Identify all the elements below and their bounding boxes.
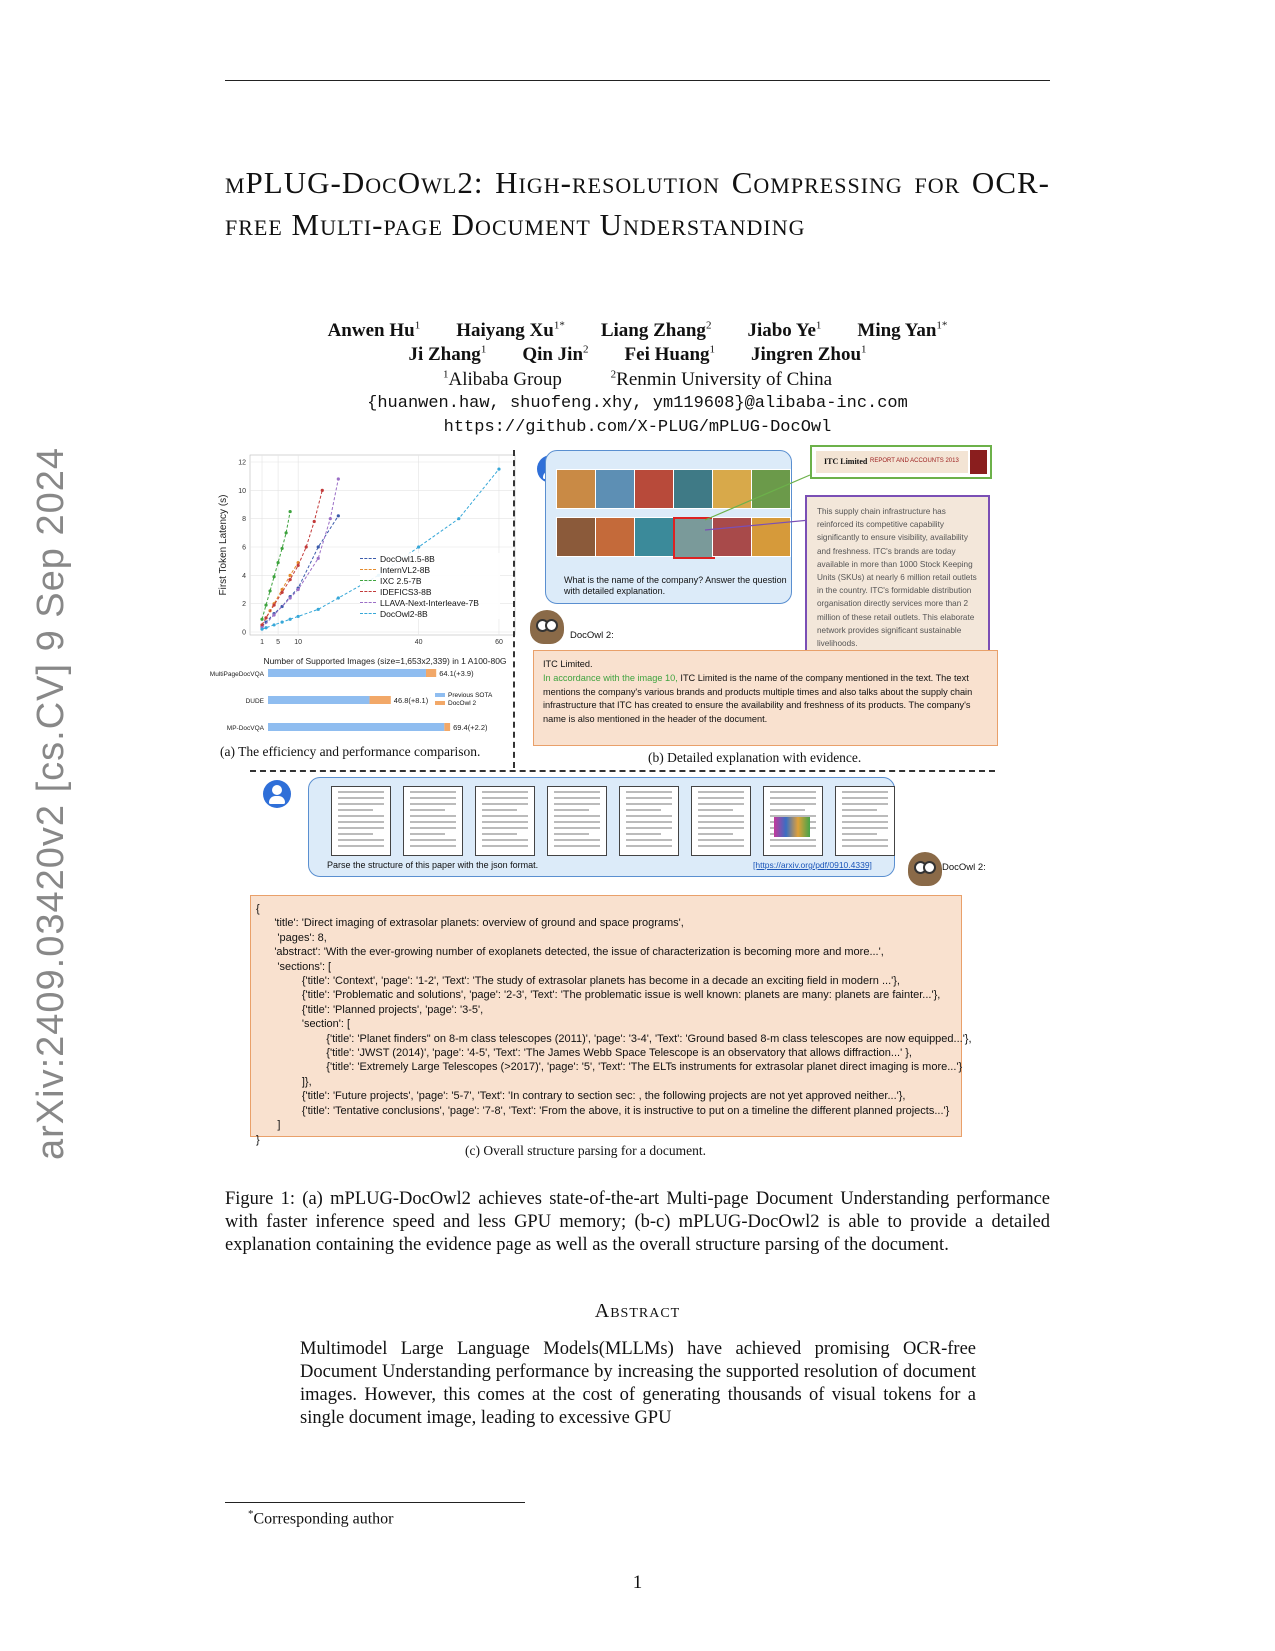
legend-label: IXC 2.5-7B (380, 575, 422, 586)
paper-page-thumbnail (835, 786, 895, 856)
user-avatar-icon-c (263, 780, 291, 808)
arxiv-stamp: arXiv:2409.03420v2 [cs.CV] 9 Sep 2024 (30, 446, 72, 1160)
bar-docowl2-gain (370, 696, 391, 704)
x-tick-label: 40 (414, 639, 423, 646)
legend-swatch (360, 591, 376, 592)
arxiv-link[interactable]: [https://arxiv.org/pdf/0910.4339] (753, 860, 872, 870)
legend-swatch (360, 558, 376, 559)
data-point (276, 561, 279, 564)
y-tick-label: 2 (242, 601, 246, 609)
affiliation-1: $^1$Alibaba Group (442, 369, 562, 391)
author-name: Haiyang $Xu^{1*}$ (456, 320, 565, 342)
bar-value-label: 64.1(+3.9) (439, 669, 474, 678)
evidence-report-label: REPORT AND ACCOUNTS 2013 (870, 458, 959, 464)
json-line: ]}, (256, 1075, 312, 1088)
document-thumbnail (556, 517, 596, 557)
docowl-icon-c (908, 852, 942, 886)
data-point (260, 618, 263, 621)
bar-previous-sota (268, 696, 370, 704)
json-lines (256, 902, 972, 1147)
data-point (289, 574, 292, 577)
authors-row-2 (225, 344, 1050, 366)
json-line: {'title': 'Tentative conclusions', 'page': '7-8', 'Text': 'From the above, it is instructive to put on a timeline the different planned projects...'} (256, 1104, 950, 1117)
caption-panel-a: (a) The efficiency and performance comparison. (220, 744, 481, 759)
data-point (280, 547, 283, 550)
bot-name-panel-c: DocOwl 2: (942, 862, 986, 873)
data-point (272, 603, 275, 606)
evidence-text: This supply chain infrastructure has reinforced its competitive capability significantly to ensure visibility, availability and freshness. ITC's brands are today available in more than 1000 Stock Keeping Units (SKUs) at nearly 6 million retail outlets in the country. ITC's formidable distribution organisation directly services more than 2 million of these retail outlets. This elaborate network provides significant sustainable livelihoods. (817, 507, 977, 649)
legend-entry (360, 564, 500, 575)
data-point (321, 489, 324, 492)
author-affiliation-mark: 1* (553, 320, 565, 332)
author-affiliation-mark: 1* (936, 320, 948, 332)
figure-caption: Figure 1: (a) mPLUG-DocOwl2 achieves state-of-the-art Multi-page Document Understanding performance with faster inference speed and less GPU memory; (b-c) mPLUG-DocOwl2 is able to provide a detailed explanation containing the evidence page as well as the overall structure parsing of the document. (225, 1189, 1050, 1255)
author-affiliation-mark: 2 (583, 344, 589, 356)
author-name: Ming Yan$^{1*}$ (857, 320, 948, 342)
y-tick-label: 10 (238, 487, 246, 495)
document-thumbnail (595, 517, 635, 557)
json-line: 'title': 'Direct imaging of extrasolar planets: overview of ground and space programs', (256, 917, 684, 930)
paper-page-thumbnail (475, 786, 535, 856)
legend-entry (360, 575, 500, 586)
legend-docowl2: DocOwl 2 (435, 700, 492, 708)
answer-evidence: In accordance with the image 10, (543, 672, 678, 683)
json-line: {'title': 'Problematic and solutions', 'page': '2-3', 'Text': 'The problematic issue is well known: planets are many: planets are fainter...'}, (256, 989, 941, 1002)
json-line: ] (256, 1119, 281, 1132)
legend-swatch (360, 569, 376, 570)
evidence-company: ITC Limited (824, 457, 868, 466)
document-thumbnail (556, 469, 596, 509)
bar-category-label: MultiPageDocVQA (209, 671, 264, 678)
json-line: {'title': 'Planned projects', 'page': '3-5', (256, 1003, 484, 1016)
author-name: Ji Zhang$^1$ (408, 344, 487, 366)
affiliation-2: $^2$Renmin University of China (610, 369, 833, 391)
bar-docowl2-gain (426, 669, 436, 677)
bar-category-label: MP-DocVQA (226, 725, 264, 732)
json-line: 'sections': [ (256, 960, 332, 973)
data-point (297, 564, 300, 567)
legend-swatch (360, 613, 376, 614)
paper-page-thumbnails (319, 786, 889, 856)
data-point (289, 510, 292, 513)
bot-name-panel-b: DocOwl 2: (570, 630, 614, 641)
paper-page-thumbnail (691, 786, 751, 856)
json-line: {'title': 'Planet finders" on 8-m class telescopes (2011)', 'page': '3-4', 'Text': 'Ground based 8-m class telescopes are now equipped...'}, (256, 1032, 972, 1045)
y-tick-label: 8 (242, 516, 246, 524)
abstract-heading: Abstract (594, 1300, 681, 1322)
line-chart-legend (360, 553, 500, 619)
parse-prompt: Parse the structure of this paper with the json format. (327, 860, 539, 870)
parse-request-bubble (308, 777, 895, 877)
x-tick-label: 5 (276, 639, 281, 646)
data-point (329, 517, 332, 520)
data-point (272, 613, 275, 616)
footnote: *Corresponding author (248, 1508, 394, 1528)
author-affiliation-mark: 1 (861, 344, 867, 356)
author-name: Jiabo Ye$^1$ (747, 320, 822, 342)
paper-page-thumbnail (547, 786, 607, 856)
json-line: {'title': 'JWST (2014)', 'page': '4-5', 'Text': 'The James Webb Space Telescope is an observatory that allows diffraction...' }, (256, 1047, 912, 1060)
caption-panel-b: (b) Detailed explanation with evidence. (648, 750, 862, 765)
data-point (260, 628, 263, 631)
legend-label: LLAVA-Next-Interleave-7B (380, 597, 479, 608)
y-tick-label: 0 (242, 629, 246, 637)
data-point (264, 603, 267, 606)
evidence-text-box (805, 495, 990, 670)
footnote-rule (225, 1502, 525, 1503)
page-number: 1 (632, 1572, 643, 1593)
evidence-connectors (700, 470, 820, 560)
json-line: 'abstract': 'With the ever-growing number of exoplanets detected, the issue of characterization is becoming more and more...', (256, 946, 884, 959)
legend-entry (360, 586, 500, 597)
figure-1 (209, 450, 1050, 1215)
authors-row-1 (225, 320, 1050, 342)
legend-label: DocOwl1.5-8B (380, 553, 435, 564)
author-emails: {huanwen.haw, shuofeng.xhy, ym119608}@alibaba-inc.com (367, 394, 908, 413)
paper-title: mPLUG-DocOwl2: High-resolution Compressing for OCR-free Multi-page Document Understanding (225, 165, 1050, 242)
bar-previous-sota (268, 669, 426, 677)
data-point (457, 517, 460, 520)
abstract-body: Multimodel Large Language Models(MLLMs) have achieved promising OCR-free Document Understanding performance by increasing the supported resolution of document images. However, this comes at the cost of generating thousands of visual tokens for a single document image, leading to excessive GPU (300, 1339, 976, 1428)
caption-panel-c: (c) Overall structure parsing for a document. (465, 1143, 707, 1158)
author-name: Qin Jin$^2$ (522, 344, 589, 366)
bar-previous-sota (268, 723, 444, 731)
y-axis-label: First Token Latency (s) (218, 494, 229, 596)
data-point (289, 596, 292, 599)
paper-page-thumbnail (763, 786, 823, 856)
author-affiliation-mark: 1 (414, 320, 421, 332)
data-point (317, 545, 320, 548)
answer-title: ITC Limited. (543, 659, 593, 669)
y-tick-label: 12 (238, 459, 246, 467)
json-line: { (256, 903, 260, 915)
json-line: {'title': 'Extremely Large Telescopes (>2017)', 'page': '5', 'Text': 'The ELTs instruments for extrasolar planet direct imaging is more...'} (256, 1061, 963, 1074)
json-line: 'pages': 8, (256, 931, 327, 944)
document-thumbnail (634, 517, 674, 557)
data-point (317, 557, 320, 560)
author-name: Liang Zhang$^2$ (600, 320, 712, 342)
panel-divider-horizontal (250, 770, 995, 772)
author-affiliation-mark: 2 (705, 320, 712, 332)
legend-entry (360, 553, 500, 564)
author-affiliation-mark: 1 (815, 320, 822, 332)
json-line: {'title': 'Future projects', 'page': '5-7', 'Text': 'In contrary to section sec: , the following projects are not yet approved neither...'}, (256, 1090, 906, 1103)
legend-swatch (360, 580, 376, 581)
data-point (337, 596, 340, 599)
answer-body: In accordance with the image 10, ITC Limited is the name of the company mentioned in the text. The text mentions the company's various brands and products multiple times and also talks about the supply chain infrastructure that ITC has created to ensure the availability and freshness of its products. The company's name is also mentioned in the header of the document. (543, 672, 973, 725)
data-point (264, 616, 267, 619)
x-axis-label: Number of Supported Images (size=1,653x2,339) in 1 A100-80G (263, 656, 507, 666)
answer-box (533, 650, 998, 746)
legend-label: DocOwl2-8B (380, 608, 428, 619)
data-point (297, 588, 300, 591)
data-point (280, 591, 283, 594)
paper-page-thumbnail (331, 786, 391, 856)
legend-entry (360, 597, 500, 608)
data-point (337, 477, 340, 480)
affiliations (225, 369, 1050, 391)
data-point (313, 520, 316, 523)
data-point (305, 545, 308, 548)
document-thumbnail (634, 469, 674, 509)
data-point (272, 575, 275, 578)
author-name: Jingren Zhou$^1$ (751, 344, 867, 366)
legend-label: IDEFICS3-8B (380, 586, 432, 597)
data-point (289, 618, 292, 621)
json-line: 'section': [ (256, 1018, 351, 1031)
evidence-header (810, 445, 992, 479)
author-name: Fei Huang$^1$ (624, 344, 716, 366)
json-output-box (250, 895, 972, 1146)
json-line: } (256, 1133, 260, 1146)
x-tick-label: 10 (294, 639, 303, 646)
author-name: Anwen Hu$^1$ (327, 320, 421, 342)
y-tick-label: 4 (242, 572, 246, 580)
x-tick-label: 60 (495, 639, 503, 646)
data-point (280, 620, 283, 623)
paper-page-thumbnail (619, 786, 679, 856)
data-point (297, 615, 300, 618)
legend-previous-sota: Previous SOTA (435, 692, 492, 700)
data-point (317, 608, 320, 611)
author-affiliation-mark: 1 (709, 344, 716, 356)
bar-value-label: 46.8(+8.1) (393, 696, 429, 705)
data-point (417, 545, 420, 548)
data-point (285, 531, 288, 534)
document-thumbnail (595, 469, 635, 509)
author-affiliation-mark: 1 (480, 344, 487, 356)
bar-chart-legend (435, 692, 492, 708)
github-link[interactable]: https://github.com/X-PLUG/mPLUG-DocOwl (443, 418, 832, 437)
data-point (497, 467, 500, 470)
bar-value-label: 69.4(+2.2) (453, 723, 488, 732)
panel-divider-vertical (513, 450, 515, 768)
figure-in-page (774, 817, 810, 837)
docowl-icon (530, 610, 564, 644)
data-point (289, 578, 292, 581)
y-tick-label: 6 (242, 544, 246, 552)
legend-entry (360, 608, 500, 619)
top-rule (225, 80, 1050, 81)
data-point (264, 626, 267, 629)
bar-docowl2-gain (444, 723, 450, 731)
data-point (337, 514, 340, 517)
legend-label: InternVL2-8B (380, 564, 431, 575)
question-text: What is the name of the company? Answer the question with detailed explanation. (564, 575, 787, 596)
x-tick-label: 1 (260, 639, 264, 646)
paper-page-thumbnail (403, 786, 463, 856)
data-point (268, 589, 271, 592)
bar-category-label: DUDE (245, 698, 264, 705)
json-line: {'title': 'Context', 'page': '1-2', 'Text': 'The study of extrasolar planets has become in a decade an exciting field in modern ...'}, (256, 975, 900, 988)
legend-swatch (360, 602, 376, 603)
data-point (272, 623, 275, 626)
